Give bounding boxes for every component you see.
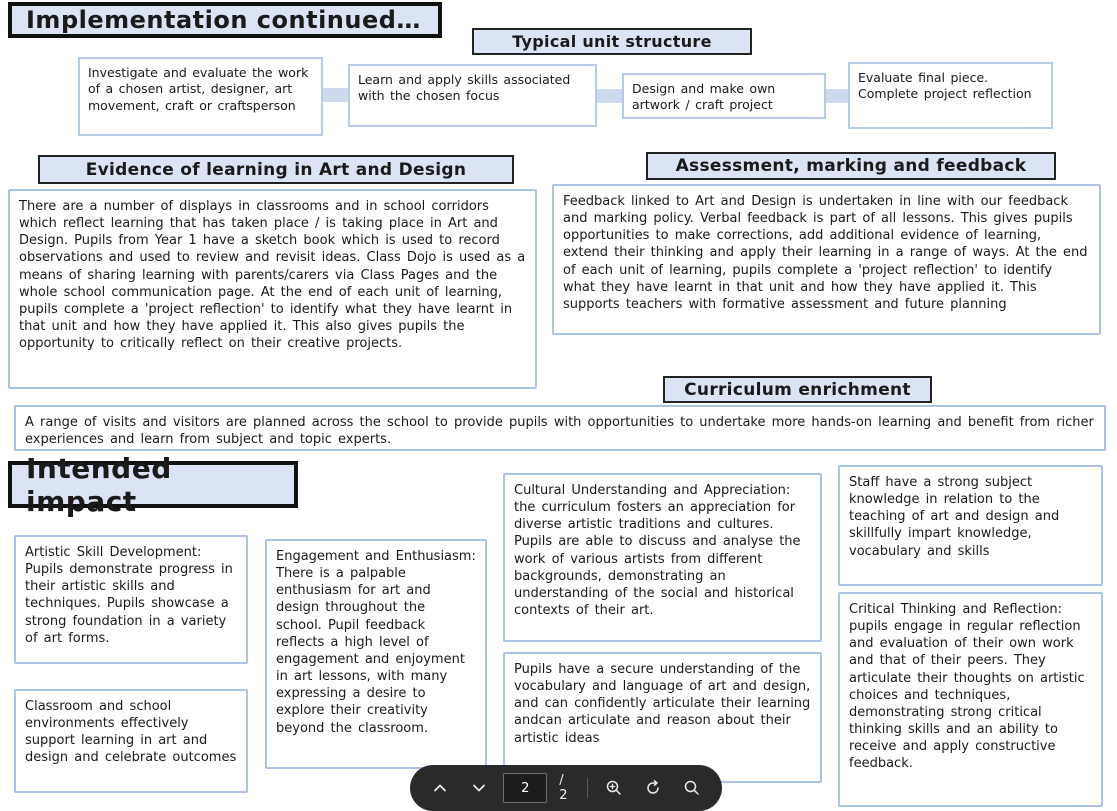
assessment-header-text: Assessment, marking and feedback <box>675 156 1027 176</box>
flow-connector-2 <box>595 89 624 103</box>
enrichment-body-text: A range of visits and visitors are planned across the school to provide pupils with opportunities to undertake more hands-on learning and benefit from richer experiences and learn from subject and topic experts. <box>25 415 1094 448</box>
impact-box-engagement <box>265 539 487 769</box>
toolbar-divider <box>587 778 588 798</box>
impact-box-artistic-skill-text: Artistic Skill Development: Pupils demonstrate progress in their artistic skills and techniques. Pupils showcase a strong foundation in a variety of art forms. <box>25 545 233 646</box>
intended-impact-title <box>8 451 298 518</box>
assessment-header <box>646 152 1056 180</box>
unit-step-3 <box>622 73 826 119</box>
enrichment-header <box>663 376 932 403</box>
evidence-header-text: Evidence of learning in Art and Design <box>85 159 467 180</box>
impact-box-vocabulary <box>503 652 822 783</box>
implementation-title <box>8 2 442 38</box>
impact-box-critical-thinking-text: Critical Thinking and Reflection: pupils engage in regular reflection and evaluation of their own work and that of their peers. They articulate their thoughts on artistic choices and techniques, demonstrating strong critical thinking skills and an ability to receive and apply constructive feedback. <box>849 602 1085 772</box>
implementation-title-text: Implementation continued… <box>26 6 421 34</box>
assessment-body-box <box>552 184 1101 335</box>
zoom-in-button[interactable] <box>600 773 629 803</box>
unit-step-2 <box>348 64 597 127</box>
enrichment-body-box <box>14 405 1106 451</box>
rotate-button[interactable] <box>639 773 668 803</box>
impact-box-cultural-text: Cultural Understanding and Appreciation: the curriculum fosters an appreciation for diverse artistic traditions and cultures. Pupils are able to discuss and analyse the work of various artists from different backgrounds, demonstrating an understanding of the social and historical contexts of their art. <box>514 483 801 619</box>
evidence-header <box>38 155 514 184</box>
unit-step-4-text: Evaluate final piece. Complete project reflection <box>858 70 1032 102</box>
impact-box-staff-knowledge-text: Staff have a strong subject knowledge in relation to the teaching of art and design and skillfully impart knowledge, vocabulary and skills <box>849 475 1060 559</box>
assessment-body-text: Feedback linked to Art and Design is undertaken in line with our feedback and marking policy. Verbal feedback is part of all lessons. This gives pupils opportunities to make corrections, add additional evidence of learning, extend their thinking and apply their learning in a range of ways. At the end of each unit of learning, pupils complete a 'project reflection' to identify what they have learnt in that unit and how they have applied it. This supports teachers with formative assessment and future planning <box>563 194 1088 312</box>
page-total-label: / 2 <box>559 773 568 803</box>
chevron-up-icon <box>432 780 448 796</box>
flow-connector-3 <box>824 89 850 103</box>
impact-box-engagement-text: Engagement and Enthusiasm: There is a palpable enthusiasm for art and design throughout the school. Pupil feedback reflects a high level of engagement and enjoyment in art lessons, with many expressing a desire to explore their creativity beyond the classroom. <box>276 549 476 736</box>
flow-connector-1 <box>320 88 350 102</box>
impact-box-environments <box>14 689 248 793</box>
typical-unit-structure-header-text: Typical unit structure <box>512 32 712 51</box>
unit-step-4 <box>848 62 1053 129</box>
search-icon <box>683 779 701 797</box>
unit-step-3-text: Design and make own artwork / craft project <box>632 81 776 113</box>
chevron-down-icon <box>471 780 487 796</box>
enrichment-header-text: Curriculum enrichment <box>684 379 911 400</box>
evidence-body-text: There are a number of displays in classrooms and in school corridors which reflect learning that has taken place / is taking place in Art and Design. Pupils from Year 1 have a sketch book which is used to record observations and used to review and revisit ideas. Class Dojo is used as a means of sharing learning with parents/carers via Class Pages and the whole school communication page. At the end of each unit of learning, pupils complete a 'project reflection' to identify what they have learnt in that unit and how they have applied it. This also gives pupils the opportunity to critically reflect on their creative projects. <box>19 199 526 352</box>
impact-box-vocabulary-text: Pupils have a secure understanding of the vocabulary and language of art and design, and can confidently articulate their learning andcan articulate and reason about their artistic ideas <box>514 662 811 746</box>
impact-box-critical-thinking <box>838 592 1103 807</box>
intended-impact-title-text: Intended impact <box>26 451 172 518</box>
previous-page-button[interactable] <box>426 773 455 803</box>
next-page-button[interactable] <box>465 773 494 803</box>
search-button[interactable] <box>677 773 706 803</box>
evidence-body-box <box>8 189 537 389</box>
impact-box-artistic-skill <box>14 535 248 664</box>
zoom-in-icon <box>605 779 623 797</box>
unit-step-1-text: Investigate and evaluate the work of a chosen artist, designer, art movement, craft or craftsperson <box>88 65 309 113</box>
pdf-viewer-toolbar <box>410 765 722 811</box>
impact-box-environments-text: Classroom and school environments effectively support learning in art and design and celebrate outcomes <box>25 699 237 766</box>
rotate-icon <box>644 779 662 797</box>
impact-box-staff-knowledge <box>838 465 1103 586</box>
unit-step-2-text: Learn and apply skills associated with the chosen focus <box>358 72 571 104</box>
typical-unit-structure-header <box>472 28 752 55</box>
page-number-input[interactable] <box>503 773 547 803</box>
unit-step-1 <box>78 57 323 136</box>
impact-box-cultural <box>503 473 822 642</box>
